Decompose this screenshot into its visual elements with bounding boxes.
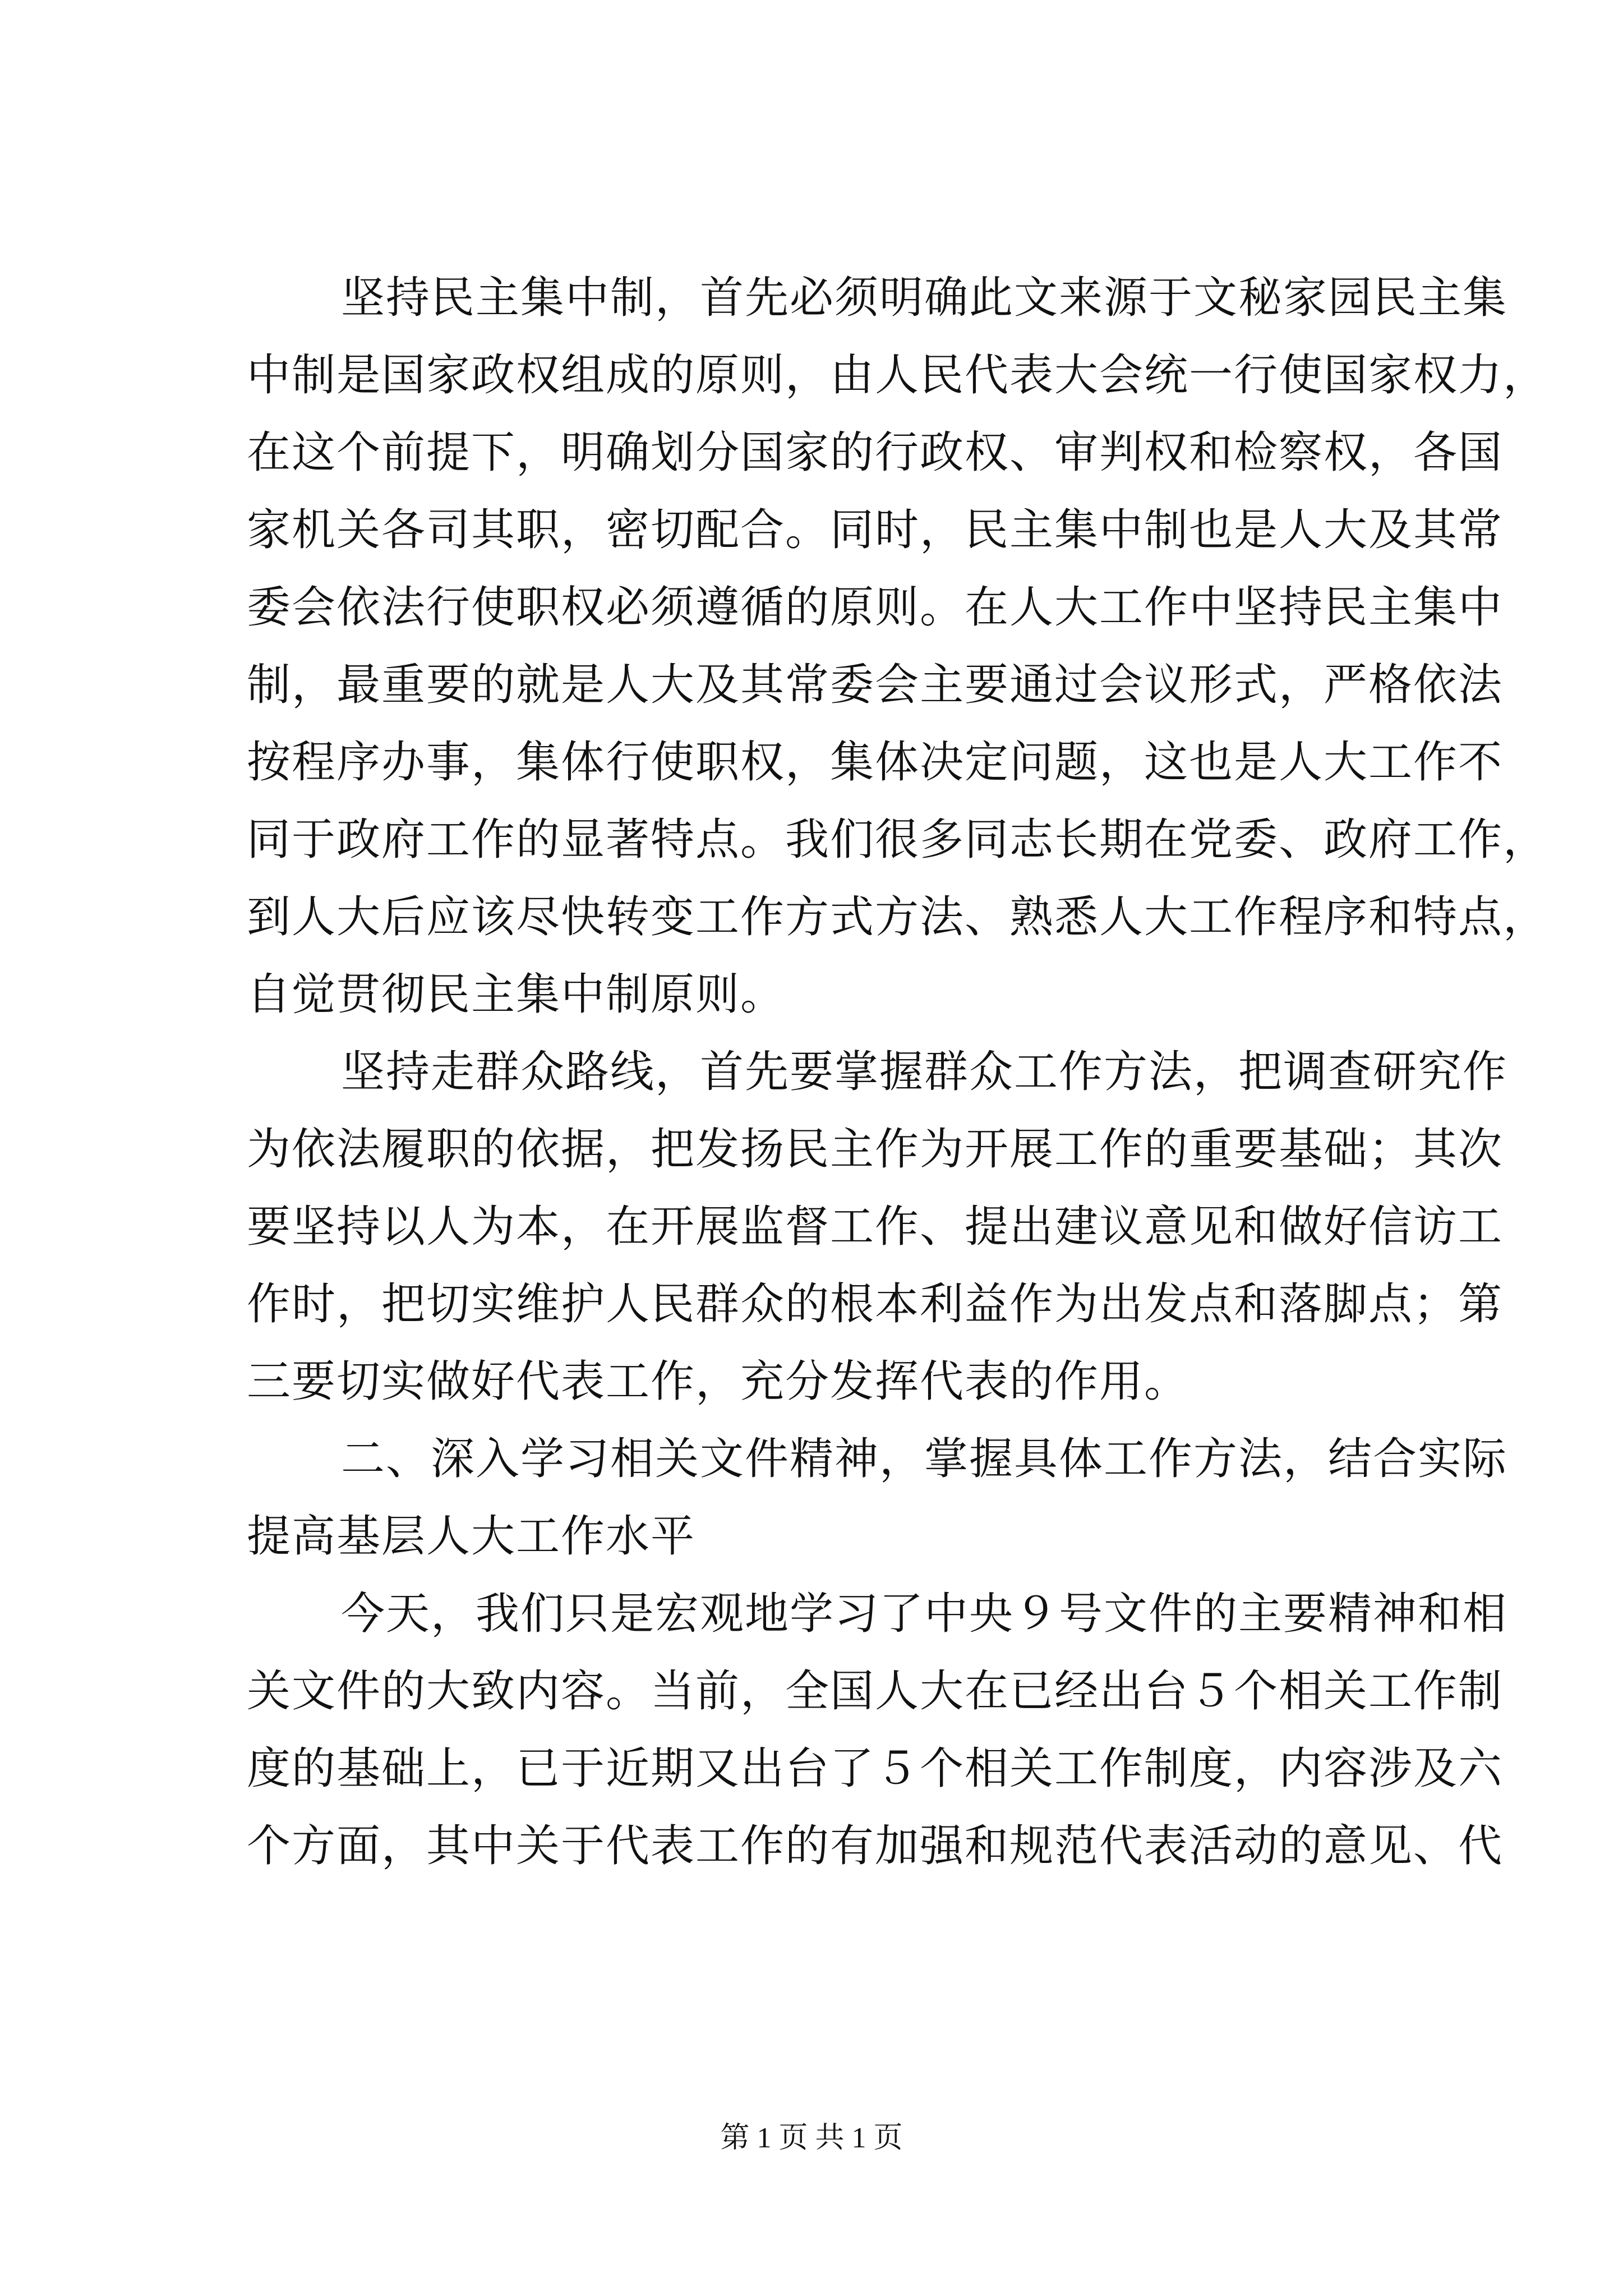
text-line: 制，最重要的就是人大及其常委会主要通过会议形式，严格依法 xyxy=(247,660,1504,710)
text-line: 按程序办事，集体行使职权，集体决定问题，这也是人大工作不 xyxy=(247,737,1504,788)
paragraph xyxy=(247,259,1548,1033)
page-footer: 第 1 页 共 1 页 xyxy=(720,2122,903,2154)
text-line: 二、深入学习相关文件精神，掌握具体工作方法，结合实际 xyxy=(341,1434,1508,1484)
text-line: 同于政府工作的显著特点。我们很多同志长期在党委、政府工作， xyxy=(247,815,1548,865)
paragraph xyxy=(247,1033,1508,1420)
text-line: 提高基层人大工作水平 xyxy=(247,1511,696,1562)
text-line: 坚持走群众路线，首先要掌握群众工作方法，把调查研究作 xyxy=(341,1047,1508,1097)
text-line: 三要切实做好代表工作，充分发挥代表的作用。 xyxy=(247,1356,1189,1407)
text-line: 为依法履职的依据，把发扬民主作为开展工作的重要基础；其次 xyxy=(247,1124,1504,1175)
text-line: 度的基础上，已于近期又出台了５个相关工作制度，内容涉及六 xyxy=(247,1743,1504,1794)
text-line: 自觉贯彻民主集中制原则。 xyxy=(247,969,786,1020)
text-line: 家机关各司其职，密切配合。同时，民主集中制也是人大及其常 xyxy=(247,505,1504,555)
paragraph xyxy=(247,1575,1508,1885)
text-line: 到人大后应该尽快转变工作方式方法、熟悉人大工作程序和特点， xyxy=(247,892,1548,942)
text-line: 今天，我们只是宏观地学习了中央９号文件的主要精神和相 xyxy=(341,1589,1508,1639)
text-line: 中制是国家政权组成的原则，由人民代表大会统一行使国家权力， xyxy=(247,350,1548,401)
text-line: 在这个前提下，明确划分国家的行政权、审判权和检察权，各国 xyxy=(247,427,1504,478)
text-line: 作时，把切实维护人民群众的根本利益作为出发点和落脚点；第 xyxy=(247,1279,1504,1329)
text-line: 坚持民主集中制，首先必须明确此文来源于文秘家园民主集 xyxy=(341,273,1508,323)
text-line: 委会依法行使职权必须遵循的原则。在人大工作中坚持民主集中 xyxy=(247,582,1504,633)
paragraph xyxy=(247,1420,1508,1575)
text-line: 个方面，其中关于代表工作的有加强和规范代表活动的意见、代 xyxy=(247,1821,1504,1871)
text-line: 关文件的大致内容。当前，全国人大在已经出台５个相关工作制 xyxy=(247,1666,1504,1717)
document-body xyxy=(247,259,1548,1885)
text-line: 要坚持以人为本，在开展监督工作、提出建议意见和做好信访工 xyxy=(247,1202,1504,1252)
